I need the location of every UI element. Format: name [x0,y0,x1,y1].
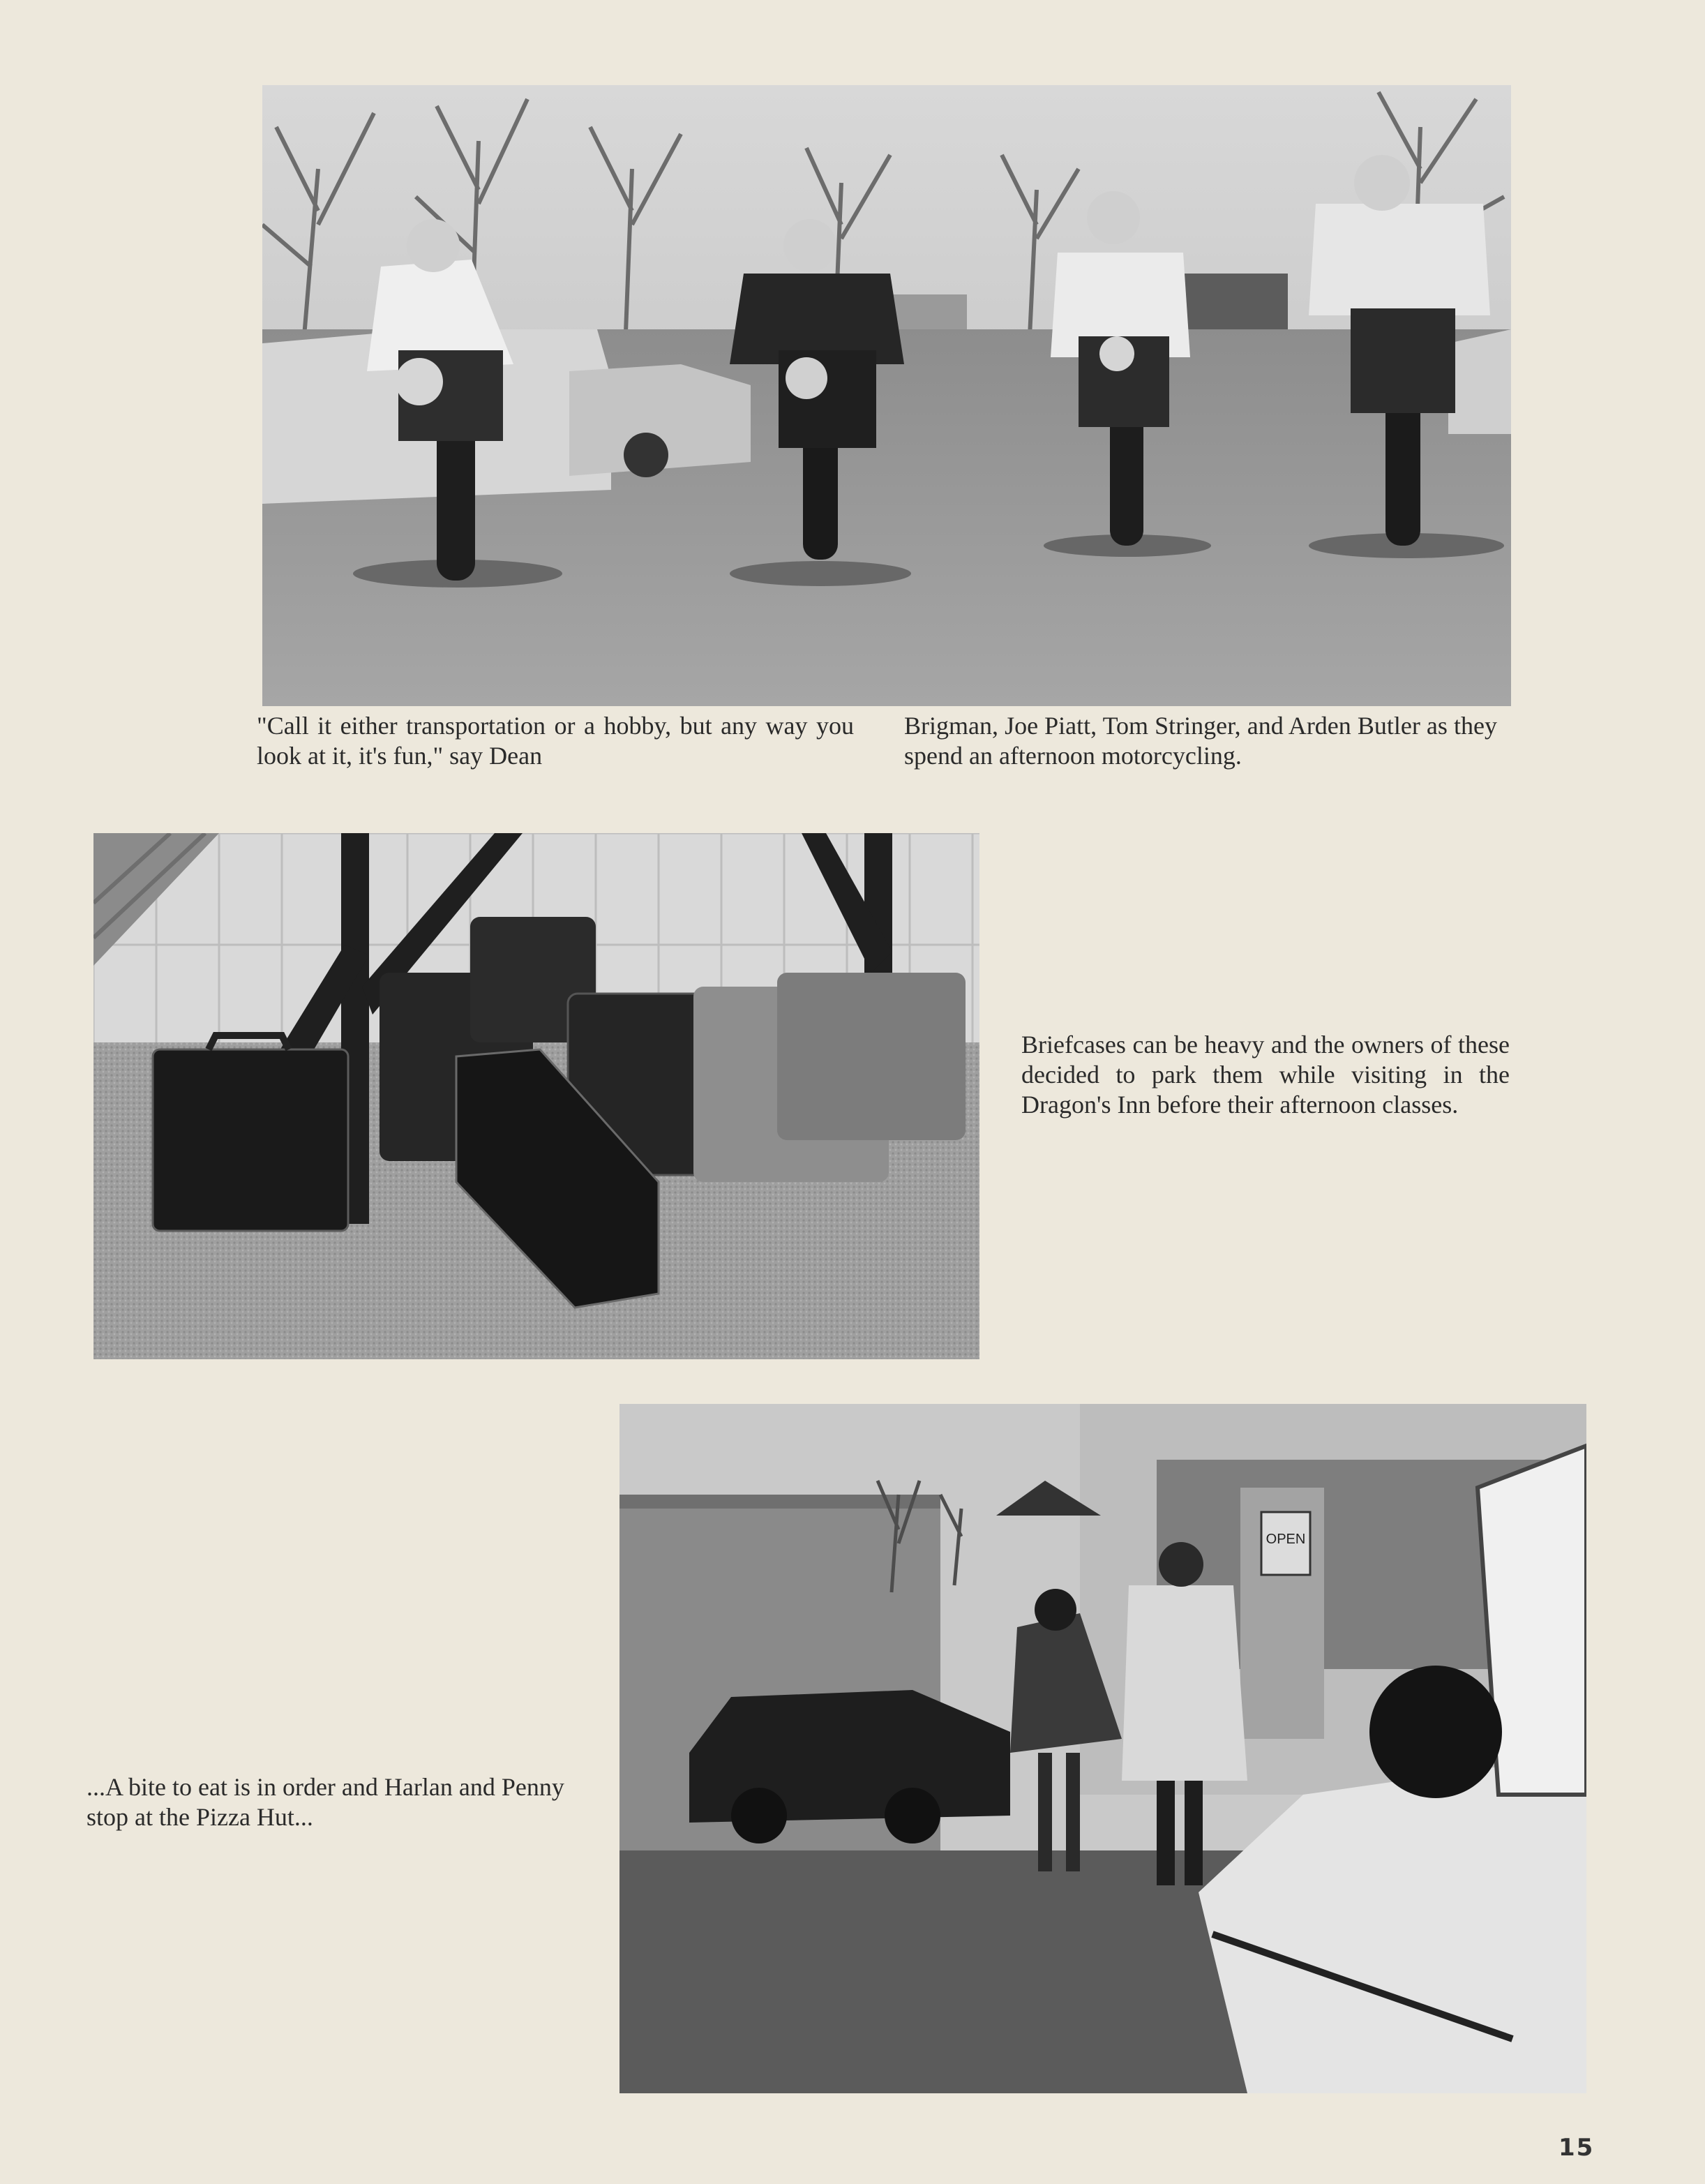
briefcases-photo [93,833,979,1359]
pizza-open-sign: OPEN [1265,1532,1306,1547]
page-number: 15 [1558,2134,1595,2162]
briefcases-caption: Briefcases can be heavy and the owners of these decided to park them while visiting in the Dragon's Inn before their afternoon classes. [1021,1031,1510,1119]
motorcycle-photo [262,85,1511,706]
motorcycle-caption-right: Brigman, Joe Piatt, Tom Stringer, and Arden Butler as they spend an afternoon motorcycling. [904,712,1497,770]
pizza-hut-photo [619,1404,1586,2093]
pizza-hut-caption: ...A bite to eat is in order and Harlan and Penny stop at the Pizza Hut... [87,1773,564,1831]
motorcycle-caption-left: "Call it either transportation or a hobby, but any way you look at it, it's fun," say Dean [257,712,854,770]
